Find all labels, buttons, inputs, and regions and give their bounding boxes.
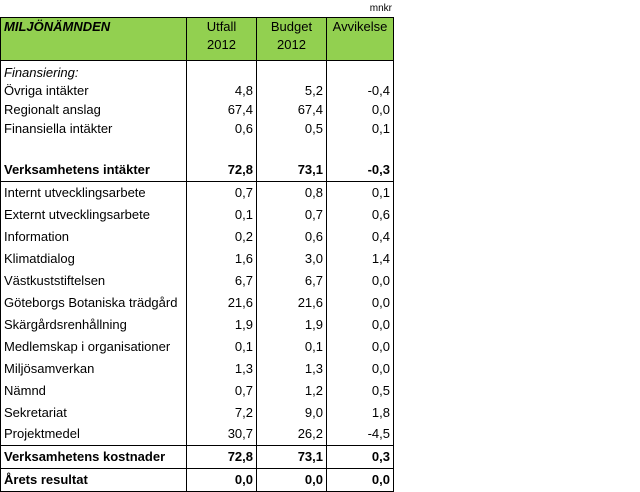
- row-label: Projektmedel: [1, 424, 187, 446]
- cell-avvikelse: 1,8: [327, 402, 394, 424]
- cell-avvikelse: 0,0: [327, 101, 394, 120]
- cell-avvikelse: 0,3: [327, 446, 394, 469]
- cell-utfall: 30,7: [187, 424, 257, 446]
- cell-utfall: 21,6: [187, 292, 257, 314]
- cell-utfall: 4,8: [187, 82, 257, 101]
- row-label: Årets resultat: [1, 469, 187, 492]
- row-label: Västkuststiftelsen: [1, 270, 187, 292]
- cell-budget: 0,8: [257, 182, 327, 204]
- cell-budget: 21,6: [257, 292, 327, 314]
- cell-budget: 0,5: [257, 120, 327, 139]
- cell-avvikelse: -0,4: [327, 82, 394, 101]
- table-row: [1, 402, 394, 424]
- cell-avvikelse: 0,0: [327, 336, 394, 358]
- row-label: [1, 139, 187, 159]
- cell-budget: [257, 139, 327, 159]
- header-budget-line2: 2012: [277, 37, 306, 52]
- table-row: [1, 270, 394, 292]
- cell-avvikelse: 1,4: [327, 248, 394, 270]
- table-row: [1, 469, 394, 492]
- cell-budget: 0,7: [257, 204, 327, 226]
- cell-avvikelse: -0,3: [327, 159, 394, 182]
- cell-utfall: 0,1: [187, 204, 257, 226]
- cell-avvikelse: 0,0: [327, 314, 394, 336]
- row-label: Externt utvecklingsarbete: [1, 204, 187, 226]
- cell-budget: 6,7: [257, 270, 327, 292]
- cell-utfall: 0,2: [187, 226, 257, 248]
- cell-avvikelse: 0,4: [327, 226, 394, 248]
- row-label: Medlemskap i organisationer: [1, 336, 187, 358]
- cell-utfall: [187, 64, 257, 82]
- row-label: Regionalt anslag: [1, 101, 187, 120]
- cell-utfall: 1,9: [187, 314, 257, 336]
- cell-avvikelse: 0,5: [327, 380, 394, 402]
- row-label: Verksamhetens intäkter: [1, 159, 187, 182]
- row-label: Övriga intäkter: [1, 82, 187, 101]
- cell-avvikelse: [327, 64, 394, 82]
- table-row: [1, 424, 394, 446]
- cell-utfall: 7,2: [187, 402, 257, 424]
- cell-budget: 67,4: [257, 101, 327, 120]
- cell-avvikelse: [327, 139, 394, 159]
- row-label: Göteborgs Botaniska trädgård: [1, 292, 187, 314]
- row-label: Finansiella intäkter: [1, 120, 187, 139]
- row-label: Skärgårdsrenhållning: [1, 314, 187, 336]
- cell-avvikelse: -4,5: [327, 424, 394, 446]
- cell-utfall: 67,4: [187, 101, 257, 120]
- cell-avvikelse: 0,0: [327, 358, 394, 380]
- cell-avvikelse: 0,0: [327, 270, 394, 292]
- table-row: [1, 314, 394, 336]
- cell-utfall: 0,1: [187, 336, 257, 358]
- cell-utfall: 1,6: [187, 248, 257, 270]
- cell-utfall: [187, 139, 257, 159]
- table-row: [1, 182, 394, 204]
- table-row: [1, 64, 394, 82]
- row-label: Information: [1, 226, 187, 248]
- cell-budget: 1,2: [257, 380, 327, 402]
- unit-label: mnkr: [369, 3, 392, 14]
- cell-avvikelse: 0,1: [327, 120, 394, 139]
- cell-utfall: 72,8: [187, 446, 257, 469]
- row-label: Internt utvecklingsarbete: [1, 182, 187, 204]
- table-row: [1, 139, 394, 159]
- header-title: MILJÖNÄMNDEN: [4, 19, 111, 34]
- row-label: Miljösamverkan: [1, 358, 187, 380]
- table-row: [1, 82, 394, 101]
- table-row: [1, 204, 394, 226]
- cell-budget: 0,1: [257, 336, 327, 358]
- header-cell-utfall: [187, 18, 257, 61]
- cell-budget: 3,0: [257, 248, 327, 270]
- table-row: [1, 120, 394, 139]
- header-cell-title: [1, 18, 187, 61]
- cell-budget: 73,1: [257, 159, 327, 182]
- table-row: [1, 226, 394, 248]
- header-utfall-line1: Utfall: [206, 19, 237, 34]
- header-row: [1, 18, 394, 61]
- cell-budget: 1,9: [257, 314, 327, 336]
- row-label: Finansiering:: [1, 64, 187, 82]
- header-avvikelse: Avvikelse: [332, 19, 388, 34]
- cell-avvikelse: 0,0: [327, 469, 394, 492]
- cell-avvikelse: 0,1: [327, 182, 394, 204]
- table-row: [1, 380, 394, 402]
- cell-utfall: 1,3: [187, 358, 257, 380]
- cell-utfall: 0,0: [187, 469, 257, 492]
- row-label: Verksamhetens kostnader: [1, 446, 187, 469]
- table-row: [1, 336, 394, 358]
- table-row: [1, 446, 394, 469]
- cell-budget: 1,3: [257, 358, 327, 380]
- row-label: Nämnd: [1, 380, 187, 402]
- header-utfall-line2: 2012: [207, 37, 236, 52]
- table-row: [1, 248, 394, 270]
- header-budget-line1: Budget: [270, 19, 313, 34]
- budget-table: [0, 17, 394, 492]
- cell-budget: 26,2: [257, 424, 327, 446]
- header-cell-avvikelse: [327, 18, 394, 61]
- cell-utfall: 0,7: [187, 182, 257, 204]
- cell-utfall: 0,7: [187, 380, 257, 402]
- cell-avvikelse: 0,6: [327, 204, 394, 226]
- row-label: Sekretariat: [1, 402, 187, 424]
- cell-budget: 0,0: [257, 469, 327, 492]
- cell-utfall: 6,7: [187, 270, 257, 292]
- cell-avvikelse: 0,0: [327, 292, 394, 314]
- cell-budget: [257, 64, 327, 82]
- cell-budget: 9,0: [257, 402, 327, 424]
- cell-budget: 5,2: [257, 82, 327, 101]
- cell-budget: 0,6: [257, 226, 327, 248]
- cell-budget: 73,1: [257, 446, 327, 469]
- header-cell-budget: [257, 18, 327, 61]
- table-row: [1, 159, 394, 182]
- table-body: [1, 18, 394, 492]
- cell-utfall: 0,6: [187, 120, 257, 139]
- table-row: [1, 101, 394, 120]
- cell-utfall: 72,8: [187, 159, 257, 182]
- table-row: [1, 358, 394, 380]
- row-label: Klimatdialog: [1, 248, 187, 270]
- table-row: [1, 292, 394, 314]
